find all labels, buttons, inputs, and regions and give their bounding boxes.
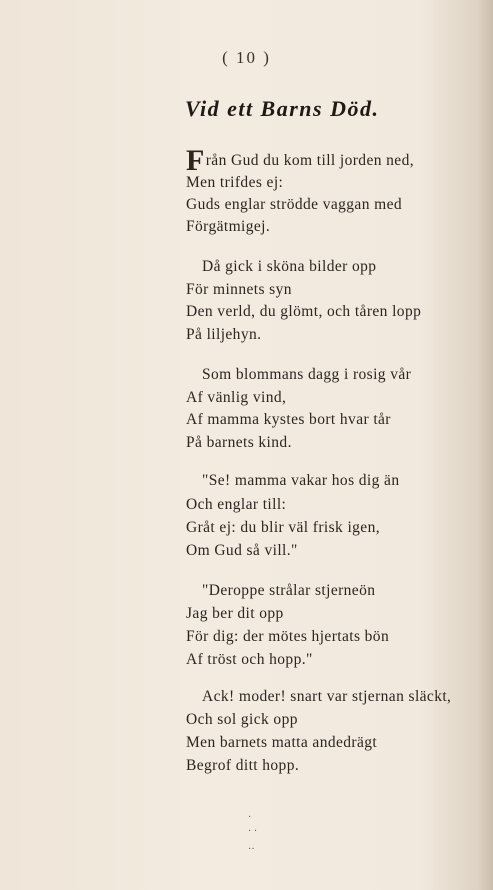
poem-line: Som blommans dagg i rosig vår — [202, 366, 412, 383]
ornament-dots: ·· — [248, 844, 255, 855]
poem-line: "Se! mamma vakar hos dig än — [202, 472, 400, 489]
page-number: ( 10 ) — [222, 48, 271, 67]
drop-cap: F — [186, 144, 205, 177]
poem-line: Af tröst och hopp." — [186, 651, 313, 668]
poem-line: Och sol gick opp — [186, 711, 298, 728]
poem-line: För minnets syn — [186, 281, 292, 298]
poem-line: Men barnets matta andedrägt — [186, 734, 378, 751]
poem-line: Af mamma kystes bort hvar tår — [186, 411, 391, 428]
poem-line: För dig: der mötes hjertats bön — [186, 628, 390, 645]
poem-line: "Deroppe strålar stjerneön — [202, 582, 376, 599]
poem-line: På barnets kind. — [186, 434, 292, 451]
ornament-dots: · · — [248, 826, 258, 837]
poem-line: Då gick i sköna bilder opp — [202, 258, 377, 275]
poem-line: Jag ber dit opp — [186, 605, 284, 622]
poem-title: Vid ett Barns Död. — [185, 96, 380, 121]
poem-line: Förgätmigej. — [186, 218, 271, 235]
ornament-dots: · — [248, 812, 252, 823]
poem-line: Ack! moder! snart var stjernan släckt, — [202, 688, 452, 705]
poem-line: Den verld, du glömt, och tåren lopp — [186, 303, 422, 320]
poem-line: Och englar till: — [186, 496, 287, 513]
poem-line: Begrof ditt hopp. — [186, 757, 300, 774]
poem-line: Men trifdes ej: — [186, 174, 284, 191]
poem-line: Från Gud du kom till jorden ned, — [186, 144, 415, 177]
poem-line: Af vänlig vind, — [186, 389, 287, 406]
poem-line: Gråt ej: du blir väl frisk igen, — [186, 519, 381, 536]
poem-line: Om Gud så vill." — [186, 542, 298, 559]
poem-line: Guds englar strödde vaggan med — [186, 196, 403, 213]
poem-line: På liljehyn. — [186, 326, 262, 343]
